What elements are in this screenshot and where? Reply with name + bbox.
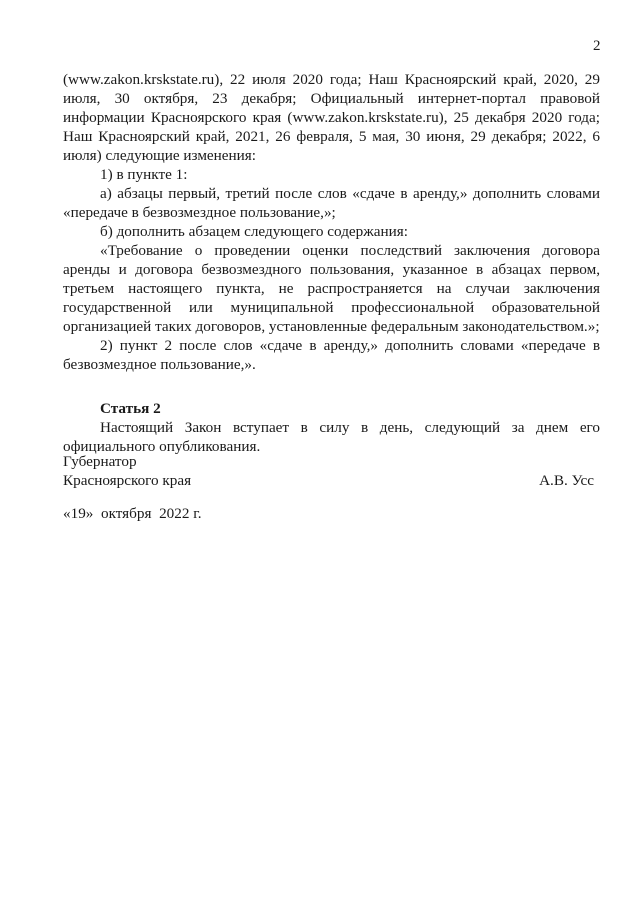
paragraph-item-1: 1) в пункте 1: bbox=[100, 166, 188, 183]
signature-block bbox=[63, 452, 594, 490]
paragraph-subitem-a: а) абзацы первый, третий после слов «сдаче в аренду,» дополнить словами «передаче в безвозмездное пользование,»; bbox=[63, 185, 600, 221]
signature-title-line-2: Красноярского края bbox=[63, 472, 192, 489]
date-text: «19» октября 2022 г. bbox=[63, 505, 202, 522]
paragraph-item-2: 2) пункт 2 после слов «сдаче в аренду,» дополнить словами «передаче в безвозмездное пользование,». bbox=[63, 337, 600, 373]
paragraph-sources: (www.zakon.krskstate.ru), 22 июля 2020 года; Наш Красноярский край, 2020, 29 июля, 30 октября, 23 декабря; Официальный интернет-портал правовой информации Красноярского края (www.zakon.krskstate.ru), 25 декабря 2020 года; Наш Красноярский край, 2021, 26 февраля, 5 мая, 30 июня, 29 декабря; 2022, 6 июля) следующие изменения: bbox=[63, 71, 600, 164]
article-2-heading: Статья 2 bbox=[100, 400, 161, 417]
document-date bbox=[63, 504, 202, 523]
article-2-text: Настоящий Закон вступает в силу в день, следующий за днем его официального опубликования. bbox=[63, 419, 600, 455]
signatory-name: А.В. Усс bbox=[539, 472, 594, 489]
document-body bbox=[63, 70, 600, 456]
paragraph-quoted-requirement: «Требование о проведении оценки последствий заключения договора аренды и договора безвозмездного пользования, указанное в абзацах первом, третьем настоящего пункта, не распространяется на случаи заключения государственной или муниципальной профессиональной образовательной организацией таких договоров, установленные федеральным законодательством.»; bbox=[63, 242, 600, 335]
paragraph-subitem-b: б) дополнить абзацем следующего содержания: bbox=[100, 223, 408, 240]
page-number: 2 bbox=[593, 38, 601, 54]
signature-title-line-1: Губернатор bbox=[63, 453, 137, 470]
signature-row bbox=[63, 471, 594, 490]
